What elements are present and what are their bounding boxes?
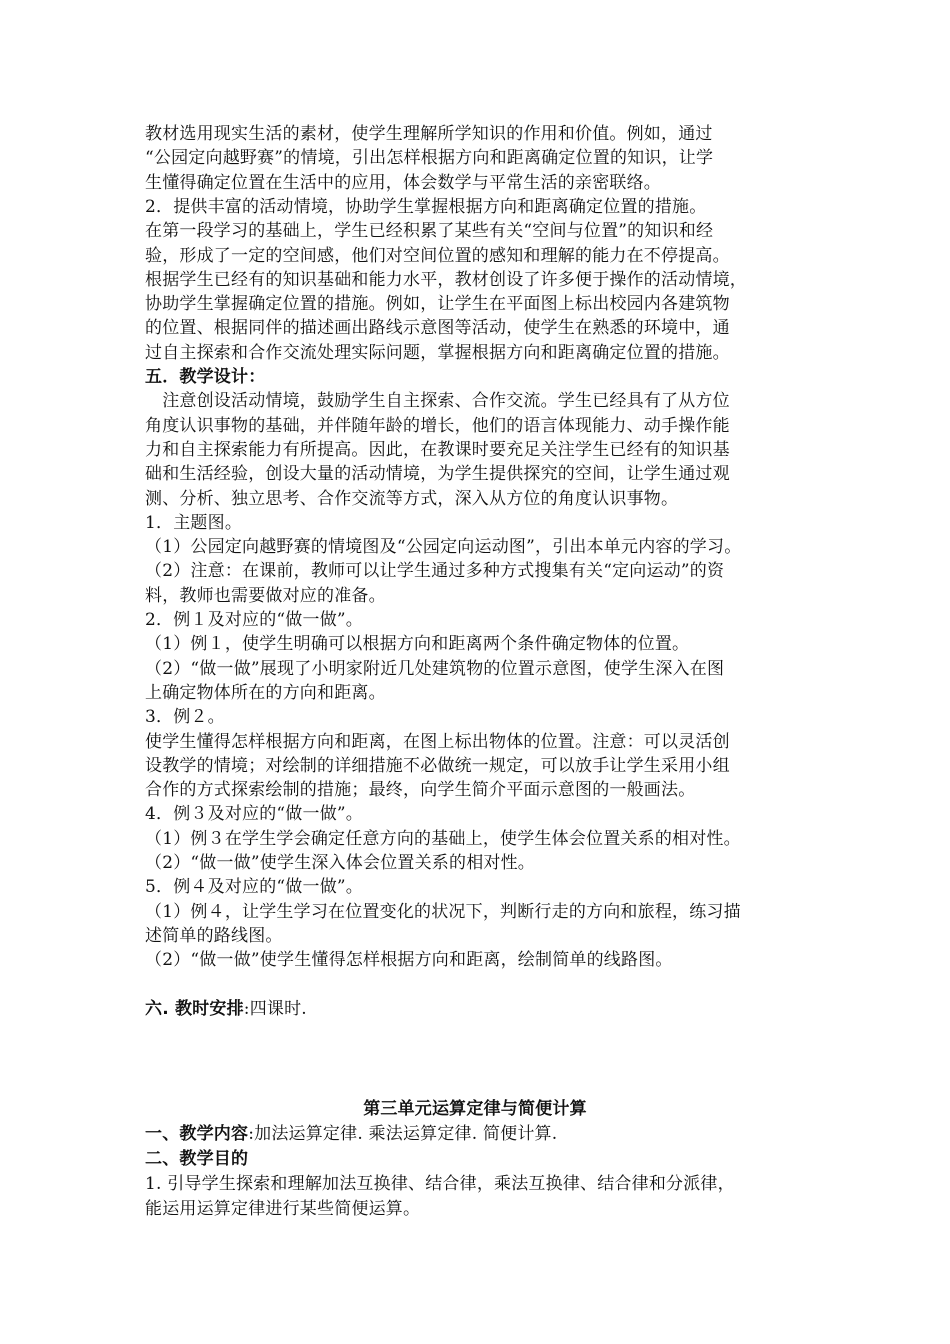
text-line: 验，形成了一定的空间感，他们对空间位置的感知和理解的能力在不停提高。	[145, 246, 730, 266]
goal-line: 1. 引导学生探索和理解加法互换律、结合律，乘法互换律、结合律和分派律，	[145, 1174, 735, 1194]
text-line: 力和自主探索能力有所提高。因此，在教课时要充足关注学生已经有的知识基	[145, 440, 730, 460]
text-line: （2）“做一做”使学生深入体会位置关系的相对性。	[145, 853, 535, 873]
text-line: （2）注意：在课前，教师可以让学生通过多种方式搜集有关“定向运动”的资	[145, 561, 725, 581]
text-line: 合作的方式探索绘制的措施；最终，向学生简介平面示意图的一般画法。	[145, 780, 696, 800]
text-line: （1）例１，使学生明确可以根据方向和距离两个条件确定物体的位置。	[145, 634, 690, 654]
text-line: 在第一段学习的基础上，学生已经积累了某些有关“空间与位置”的知识和经	[145, 221, 714, 241]
section-6-label: 六. 教时安排	[145, 999, 244, 1019]
section-6-text: :四课时.	[243, 999, 307, 1019]
text-line: （1）例３在学生学会确定任意方向的基础上，使学生体会位置关系的相对性。	[145, 829, 741, 849]
text-line: 述简单的路线图。	[145, 926, 283, 946]
text-line: 的位置、根据同伴的描述画出路线示意图等活动，使学生在熟悉的环境中，通	[145, 318, 730, 338]
text-line: 料，教师也需要做对应的准备。	[145, 586, 386, 606]
text-line: 设教学的情境；对绘制的详细措施不必做统一规定，可以放手让学生采用小组	[145, 756, 730, 776]
text-line: （2）“做一做”展现了小明家附近几处建筑物的位置示意图，使学生深入在图	[145, 659, 725, 679]
goal-line: 能运用运算定律进行某些简便运算。	[145, 1199, 421, 1219]
text-line: 角度认识事物的基础，并伴随年龄的增长，他们的语言体现能力、动手操作能	[145, 416, 730, 436]
text-line: 上确定物体所在的方向和距离。	[145, 683, 386, 703]
text-line: 教材选用现实生活的素材，使学生理解所学知识的作用和价值。例如，通过	[145, 124, 713, 144]
text-line: （1）公园定向越野赛的情境图及“公园定向运动图”，引出本单元内容的学习。	[145, 537, 742, 557]
text-line: “公园定向越野赛”的情境，引出怎样根据方向和距离确定位置的知识，让学	[145, 148, 714, 168]
section-6-line	[145, 997, 307, 1021]
text-line: 1．主题图。	[145, 513, 243, 533]
text-line: 3．例２。	[145, 707, 225, 727]
text-line: 2．提供丰富的活动情境，协助学生掌握根据方向和距离确定位置的措施。	[145, 197, 707, 217]
text-line: 生懂得确定位置在生活中的应用，体会数学与平常生活的亲密联络。	[145, 173, 661, 193]
content-label: 一、教学内容	[145, 1124, 249, 1144]
text-line: （1）例４，让学生学习在位置变化的状况下，判断行走的方向和旅程，练习描	[145, 902, 741, 922]
text-line: 注意创设活动情境，鼓励学生自主探索、合作交流。学生已经具有了从方位	[145, 391, 730, 411]
text-line: 4．例３及对应的“做一做”。	[145, 804, 363, 824]
text-line: 测、分析、独立思考、合作交流等方式，深入从方位的角度认识事物。	[145, 489, 679, 509]
content-line	[145, 1122, 557, 1146]
chapter-title: 第三单元运算定律与简便计算	[363, 1099, 587, 1119]
text-line: 协助学生掌握确定位置的措施。例如，让学生在平面图上标出校园内各建筑物	[145, 294, 730, 314]
text-line: 过自主探索和合作交流处理实际问题，掌握根据方向和距离确定位置的措施。	[145, 343, 730, 363]
content-text: :加法运算定律. 乘法运算定律. 简便计算.	[248, 1124, 558, 1144]
goals-heading: 二、教学目的	[145, 1149, 249, 1169]
text-line: 2．例１及对应的“做一做”。	[145, 610, 363, 630]
text-line: 5．例４及对应的“做一做”。	[145, 877, 363, 897]
text-line: （2）“做一做”使学生懂得怎样根据方向和距离，绘制简单的线路图。	[145, 950, 673, 970]
text-line: 根据学生已经有的知识基础和能力水平，教材创设了许多便于操作的活动情境，	[145, 270, 747, 290]
section-5-heading: 五．教学设计：	[145, 367, 266, 387]
text-line: 础和生活经验，创设大量的活动情境，为学生提供探究的空间，让学生通过观	[145, 464, 730, 484]
text-line: 使学生懂得怎样根据方向和距离，在图上标出物体的位置。注意：可以灵活创	[145, 732, 730, 752]
